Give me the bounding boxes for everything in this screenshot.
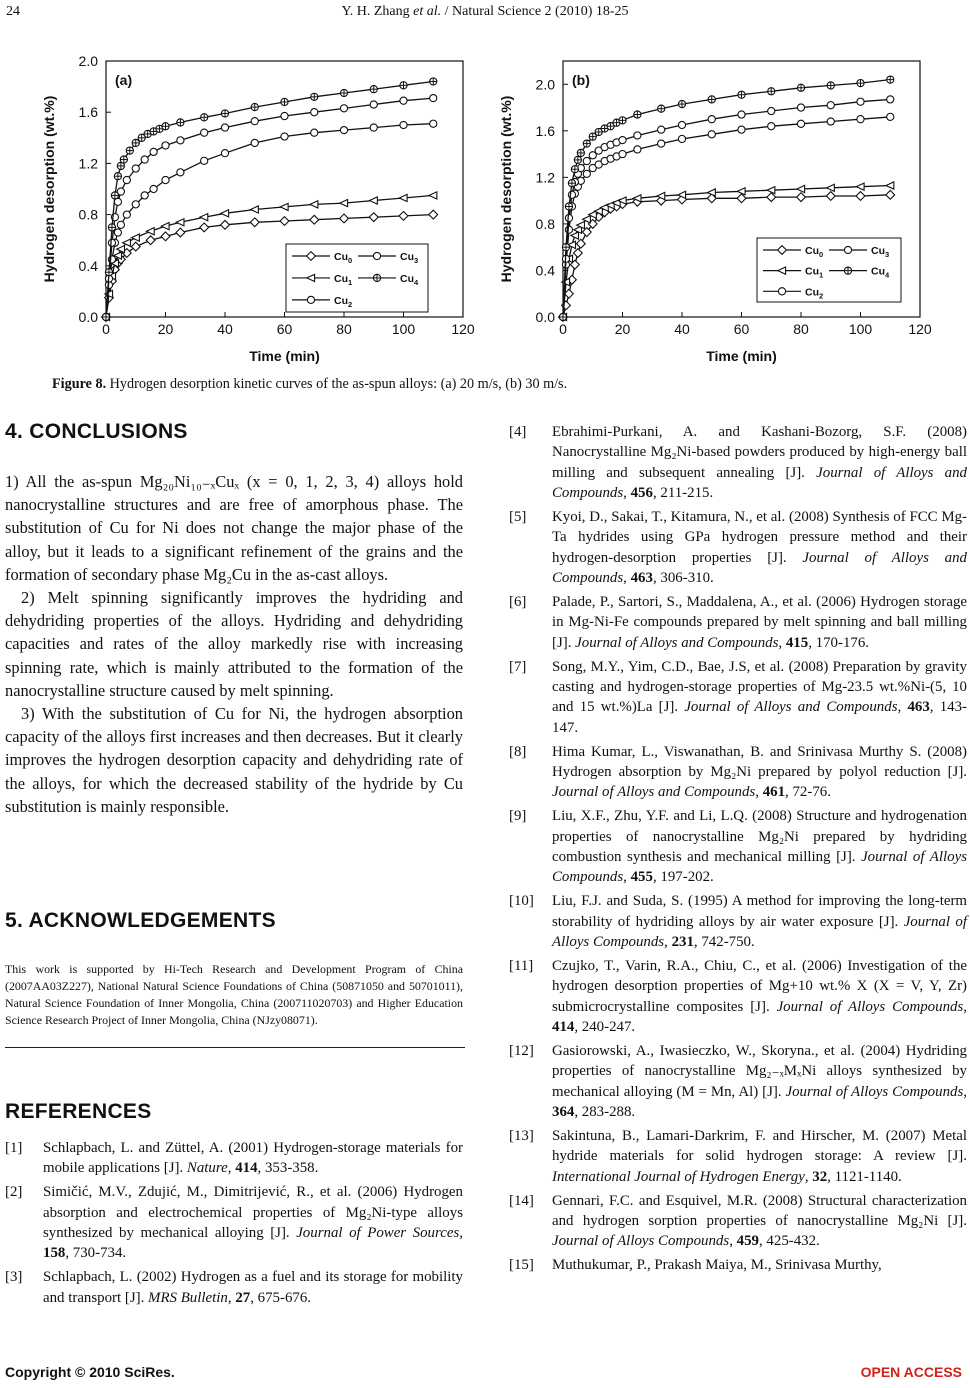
data-point [708, 131, 715, 138]
reference-number: [8] [509, 743, 527, 760]
data-point [797, 104, 804, 111]
legend-label: $Cu_4$ [871, 265, 890, 280]
y-tick-label: 0.0 [78, 309, 98, 325]
data-point [281, 112, 288, 119]
data-point [150, 185, 157, 192]
data-point [568, 191, 575, 198]
reference-text: Gennari, F.C. and Esquivel, M.R. (2008) Structural characterization and hydrogen sorption properties of nanocrystalline Mg₂Ni [J]. Journal of Alloys Compounds, 459, 425-432. [552, 1192, 967, 1250]
conclusion-paragraph: 3) With the substitution of Cu for Ni, the hydrogen absorption capacity of the alloys first increases and then decreases. But it clearly improves the hydrogen desorption capacity and dehydriding rate of the alloys, for which the decreased stability of the hydride by Cu substitution is mainly responsible. [5, 704, 463, 816]
reference-text: Simičić, M.V., Zdujić, M., Dimitrijević, R., et al. (2006) Hydrogen absorption and electrochemical properties of Mg₂Ni-type alloys synthesized by mechanical alloying [J]. Journal of Power Sources, 158, 730-734. [43, 1184, 463, 1262]
x-tick-label: 60 [733, 321, 750, 337]
data-point [399, 211, 408, 220]
data-point [430, 120, 437, 127]
reference-text: Sakintuna, B., Lamari-Darkrim, F. and Hirscher, M. (2007) Metal hydride materials for solid hydrogen storage: A review [J]. International Journal of Hydrogen Energy, 32, 1121-1140. [552, 1127, 967, 1185]
reference-item [5, 1138, 463, 1179]
reference-number: [5] [509, 508, 527, 525]
reference-text: Liu, X.F., Zhu, Y.F. and Li, L.Q. (2008) Structure and hydrogenation properties of nanocrystalline Mg₂Ni prepared by hydriding combustion synthesis and mechanical milling [J]. Journal of Alloys Compounds, 455, 197-202. [552, 808, 967, 886]
x-axis-label: Time (min) [706, 348, 777, 364]
reference-number: [12] [509, 1042, 534, 1059]
data-point [583, 157, 590, 164]
data-point [251, 103, 258, 110]
data-point [573, 249, 582, 258]
legend-label: $Cu_1$ [805, 265, 824, 280]
data-point [797, 193, 806, 202]
data-point [634, 146, 641, 153]
data-point [310, 201, 318, 208]
reference-number: [2] [5, 1184, 23, 1201]
reference-text: Palade, P., Sartori, S., Maddalena, A., et al. (2006) Hydrogen storage in Mg-Ni-Fe compounds prepared by melt spinning and ball milling [J]. Journal of Alloys and Compounds, 415, 170-176. [552, 593, 967, 651]
data-point [400, 82, 407, 89]
data-point [250, 218, 259, 227]
data-point [340, 127, 347, 134]
running-head [0, 4, 970, 20]
data-point [200, 214, 208, 221]
y-tick-label: 0.8 [78, 206, 98, 223]
data-point [844, 246, 851, 253]
x-tick-label: 20 [157, 321, 174, 337]
data-point [768, 107, 775, 114]
data-point [619, 137, 626, 144]
data-point [678, 100, 685, 107]
data-point [280, 217, 289, 226]
data-point [399, 194, 407, 201]
running-head-journal: / Natural Science 2 (2010) 18-25 [441, 4, 629, 19]
running-head-etal: et al. [413, 4, 442, 19]
figure-caption-label: Figure 8. [52, 376, 107, 392]
y-tick-label: 2.0 [535, 76, 555, 93]
panel-label: (a) [115, 72, 133, 88]
reference-item [509, 1041, 967, 1122]
x-tick-label: 0 [559, 321, 567, 337]
reference-text: Liu, F.J. and Suda, S. (1995) A method for improving the long-term storability of hydriding alloys by air water exposure [J]. Journal of Alloys Compounds, 231, 742-750. [552, 893, 967, 950]
data-point [577, 149, 584, 156]
data-point [887, 113, 894, 120]
reference-number: [14] [509, 1192, 534, 1209]
data-point [310, 215, 319, 224]
reference-number: [15] [509, 1257, 534, 1274]
data-point [708, 116, 715, 123]
data-point [658, 105, 665, 112]
y-tick-label: 1.6 [78, 104, 98, 121]
figure-caption [52, 376, 567, 393]
conclusion-paragraph: 1) All the as-spun Mg₂₀Ni₁₀₋ₓCuₓ (x = 0, 1, 2, 3, 4) alloys hold nanocrystalline structures and are free of amorphous phase. The substitution of Cu for Ni does not change the major phase of the alloy, but it leads to a significant refinement of the grains and the formation of secondary phase Mg₂Cu in the as-cast alloys. [5, 472, 463, 584]
data-point [827, 82, 834, 89]
data-point [311, 93, 318, 100]
data-point [221, 150, 228, 157]
reference-text: Muthukumar, P., Prakash Maiya, M., Srinivasa Murthy, [552, 1257, 882, 1274]
data-point [619, 150, 626, 157]
reference-item [5, 1182, 463, 1263]
figure-caption-text: Hydrogen desorption kinetic curves of the as-spun alloys: (a) 20 m/s, (b) 30 m/s. [106, 376, 568, 392]
data-point [738, 126, 745, 133]
y-tick-label: 0.4 [535, 262, 555, 279]
data-point [373, 252, 380, 259]
y-tick-label: 0.0 [535, 309, 555, 325]
data-point [583, 140, 590, 147]
data-point [634, 132, 641, 139]
data-point [120, 156, 127, 163]
data-point [311, 109, 318, 116]
x-tick-label: 120 [451, 321, 475, 337]
reference-number: [3] [5, 1269, 23, 1286]
references-heading: REFERENCES [5, 1100, 152, 1123]
reference-item [509, 1126, 967, 1187]
x-tick-label: 80 [336, 321, 352, 337]
data-point [370, 101, 377, 108]
data-point [827, 118, 834, 125]
data-point [123, 211, 130, 218]
running-header [0, 4, 970, 26]
chart-panel-b [480, 40, 970, 375]
data-point [221, 110, 228, 117]
data-point [559, 313, 566, 320]
reference-item [509, 1255, 967, 1275]
data-point [562, 244, 569, 251]
data-point [114, 229, 121, 236]
x-tick-label: 20 [614, 321, 631, 337]
data-point [827, 184, 835, 191]
data-point [797, 120, 804, 127]
data-point [571, 166, 578, 173]
data-point [146, 236, 155, 245]
data-point [857, 116, 864, 123]
data-point [201, 129, 208, 136]
conclusions-body [5, 470, 463, 818]
reference-text: Gasiorowski, A., Iwasieczko, W., Skoryna., et al. (2004) Hydriding properties of nanocrystalline Mg₂₋ₓMₓNi alloys synthesized by mechanical alloying (M = Mn, Al) [J]. Journal of Alloys Compounds, 364, 283-288. [552, 1042, 967, 1120]
data-point [857, 80, 864, 87]
data-point [117, 221, 124, 228]
data-point [844, 267, 851, 274]
data-point [678, 121, 685, 128]
reference-number: [9] [509, 808, 527, 825]
data-point [176, 219, 184, 226]
running-head-authors: Y. H. Zhang [341, 4, 414, 19]
data-point [678, 135, 685, 142]
data-point [161, 232, 170, 241]
y-tick-label: 1.2 [78, 155, 98, 172]
reference-list-left [5, 1138, 463, 1312]
data-point [886, 182, 894, 189]
reference-text: Schlapbach, L. and Züttel, A. (2001) Hydrogen-storage materials for mobile applications [J]. Nature, 414, 353-358. [43, 1140, 463, 1177]
data-point [150, 148, 157, 155]
reference-item [509, 891, 967, 952]
data-point [797, 185, 805, 192]
reference-item [509, 507, 967, 588]
data-point [201, 157, 208, 164]
data-point [105, 269, 112, 276]
data-point [576, 239, 585, 248]
data-point [778, 288, 785, 295]
data-point [768, 88, 775, 95]
data-point [132, 234, 140, 241]
y-tick-label: 0.4 [78, 257, 98, 274]
data-point [400, 121, 407, 128]
data-point [146, 228, 154, 235]
data-point [340, 89, 347, 96]
data-point [369, 213, 378, 222]
y-tick-label: 2.0 [78, 53, 98, 69]
reference-text: Kyoi, D., Sakai, T., Kitamura, N., et al. (2008) Synthesis of FCC Mg-Ta hydrides using GPa hydrogen pressure method and their hydrogen-desorption properties [J]. Journal of Alloys and Compounds, 463, 306-310. [552, 508, 967, 586]
data-point [176, 228, 185, 237]
data-point [162, 123, 169, 130]
data-point [370, 86, 377, 93]
data-point [221, 220, 230, 229]
section-divider [5, 1047, 465, 1048]
data-point [370, 197, 378, 204]
legend-label: $Cu_2$ [334, 294, 353, 309]
reference-item [509, 806, 967, 887]
x-axis-label: Time (min) [249, 348, 320, 364]
x-tick-label: 100 [848, 321, 873, 337]
data-point [857, 98, 864, 105]
x-tick-label: 60 [276, 321, 293, 337]
chart-panel-a [0, 40, 480, 375]
data-point [161, 223, 169, 230]
data-point [658, 126, 665, 133]
data-point [117, 246, 125, 253]
legend-label: $Cu_0$ [805, 245, 824, 259]
x-tick-label: 80 [793, 321, 809, 337]
legend [286, 244, 428, 312]
data-point [574, 156, 581, 163]
data-point [111, 192, 118, 199]
data-point [114, 173, 121, 180]
data-point [619, 117, 626, 124]
data-point [886, 190, 895, 199]
data-point [768, 123, 775, 130]
data-point [162, 142, 169, 149]
reference-item [509, 742, 967, 803]
data-point [177, 169, 184, 176]
reference-item [5, 1267, 463, 1308]
reference-number: [1] [5, 1140, 23, 1156]
reference-number: [4] [509, 424, 527, 440]
data-point [200, 223, 209, 232]
reference-text: Schlapbach, L. (2002) Hydrogen as a fuel and its storage for mobility and transport [J]. MRS Bulletin, 27, 675-676. [43, 1269, 463, 1306]
data-point [108, 239, 115, 246]
data-point [826, 192, 835, 201]
data-point [370, 124, 377, 131]
legend-label: $Cu_3$ [871, 245, 890, 259]
reference-item [509, 592, 967, 653]
legend-label: $Cu_3$ [400, 251, 419, 265]
data-point [430, 95, 437, 102]
data-point [108, 224, 115, 231]
data-point [251, 139, 258, 146]
data-point [132, 165, 139, 172]
data-point [856, 192, 865, 201]
data-point [583, 170, 590, 177]
data-point [281, 98, 288, 105]
page-number: 24 [6, 4, 20, 19]
y-axis-label: Hydrogen desorption (wt.%) [41, 95, 57, 283]
reference-number: [10] [509, 893, 534, 910]
conclusion-paragraph: 2) Melt spinning significantly improves the hydriding and dehydriding properties of the alloys. Hydriding and dehydriding capacities and rates of the alloy markedly rise with increasing spinning rate, which is mainly attributed to the formation of the nanocrystalline structure caused by melt spinning. [5, 588, 463, 700]
reference-text: Song, M.Y., Yim, C.D., Bae, J.S, et al. (2008) Preparation by gravity casting and hydrogen-storage properties of Mg-23.5 wt.%Ni-(5, 10 and 15 wt.%)La [J]. Journal of Alloys and Compounds, 463, 143-147. [552, 658, 968, 736]
data-point [132, 201, 139, 208]
data-point [132, 139, 139, 146]
data-point [738, 111, 745, 118]
data-point [634, 111, 641, 118]
data-point [280, 203, 288, 210]
data-point [373, 274, 380, 281]
data-point [887, 76, 894, 83]
data-point [141, 192, 148, 199]
acknowledgements-heading: 5. ACKNOWLEDGEMENTS [5, 909, 276, 932]
reference-text: Czujko, T., Varin, R.A., Chiu, C., et al. (2006) Investigation of the hydrogen desorption properties of Mg+10 wt.% X (X = V, Y, Zr) submicrocrystalline composites [J]. Journal of Alloys Compounds, 414, 240-247. [552, 958, 967, 1035]
data-point [201, 114, 208, 121]
reference-text: Ebrahimi-Purkani, A. and Kashani-Bozorg, S.F. (2008) Nanocrystalline Mg₂Ni-based powders produced by high-energy ball milling and subsequent annealing [J]. Journal of Alloys and Compounds, 456, 211-215. [552, 424, 968, 501]
data-point [340, 199, 348, 206]
x-tick-label: 40 [217, 321, 233, 337]
reference-item [509, 422, 967, 503]
reference-item [509, 1191, 967, 1252]
data-point [340, 214, 349, 223]
data-point [162, 176, 169, 183]
legend [757, 238, 901, 302]
data-point [307, 296, 314, 303]
reference-number: [6] [509, 593, 527, 610]
x-tick-label: 100 [391, 321, 416, 337]
x-tick-label: 40 [674, 321, 690, 337]
data-point [738, 91, 745, 98]
data-point [131, 242, 140, 251]
legend-label: $Cu_1$ [334, 272, 353, 287]
data-point [568, 180, 575, 187]
data-point [827, 102, 834, 109]
data-point [221, 124, 228, 131]
reference-text: Hima Kumar, L., Viswanathan, B. and Srinivasa Murthy S. (2008) Hydrogen absorption by Mg₂Ni prepared by polyol reduction [J]. Journal of Alloys and Compounds, 461, 72-76. [552, 743, 967, 801]
y-tick-label: 1.2 [535, 169, 555, 186]
legend-label: $Cu_2$ [805, 286, 824, 301]
y-axis-label: Hydrogen desorption (wt.%) [498, 95, 514, 283]
data-point [311, 129, 318, 136]
copyright-notice: Copyright © 2010 SciRes. [5, 1364, 175, 1380]
data-point [429, 210, 438, 219]
reference-number: [13] [509, 1127, 534, 1144]
data-point [281, 133, 288, 140]
acknowledgements-text: This work is supported by Hi-Tech Research and Development Program of China (2007AA03Z227), National Natural Science Foundations of China (50871050 and 50701011), Natural Science Foundation of Inner Mongolia, China (200711020703) and Higher Education Science Research Project of Inner Mongolia, China (NJzy08071). [5, 962, 463, 1027]
legend-label: $Cu_0$ [334, 251, 353, 265]
reference-item [509, 956, 967, 1037]
y-tick-label: 0.8 [535, 215, 555, 232]
reference-list-right [509, 422, 967, 1279]
data-point [429, 192, 437, 199]
data-point [126, 147, 133, 154]
data-point [177, 119, 184, 126]
data-point [123, 176, 130, 183]
data-point [177, 137, 184, 144]
y-tick-label: 1.6 [535, 122, 555, 139]
x-tick-label: 120 [908, 321, 932, 337]
data-point [565, 203, 572, 210]
data-point [102, 313, 109, 320]
data-point [340, 105, 347, 112]
data-point [430, 78, 437, 85]
data-point [797, 84, 804, 91]
conclusions-heading: 4. CONCLUSIONS [5, 420, 188, 443]
data-point [400, 97, 407, 104]
data-point [708, 96, 715, 103]
reference-number: [7] [509, 658, 527, 675]
data-point [887, 96, 894, 103]
data-point [251, 118, 258, 125]
legend-label: $Cu_4$ [400, 272, 419, 287]
x-tick-label: 0 [102, 321, 110, 337]
open-access-label: OPEN ACCESS [860, 1364, 962, 1380]
data-point [658, 140, 665, 147]
panel-label: (b) [572, 72, 590, 88]
reference-item [509, 657, 967, 738]
reference-number: [11] [509, 958, 534, 974]
data-point [221, 210, 229, 217]
data-point [251, 206, 259, 213]
data-point [141, 156, 148, 163]
data-point [856, 183, 864, 190]
